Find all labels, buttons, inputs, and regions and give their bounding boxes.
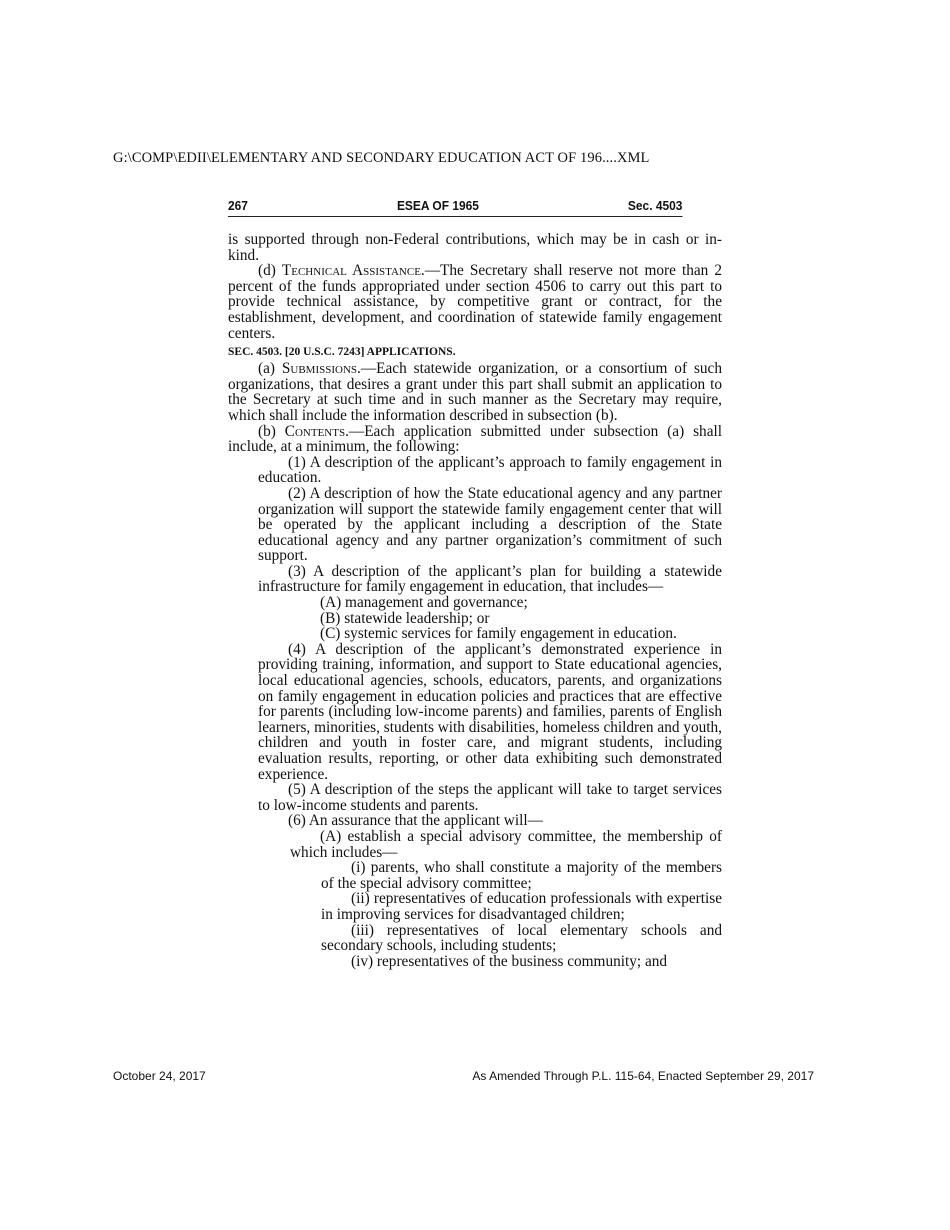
section-heading: SEC. 4503. [20 U.S.C. 7243] APPLICATIONS. [228, 346, 456, 359]
subsection-a-heading: Submissions [281, 360, 358, 378]
paragraph-b1: (1) A description of the applicant’s approach to family engagement in education. [258, 453, 722, 487]
subsection-b-heading: Contents [284, 422, 346, 440]
header-title: ESEA OF 1965 [396, 198, 479, 213]
paragraph-b6Aii: (ii) representatives of education professionals with expertise in improving services for disadvantaged children; [321, 890, 722, 923]
subsection-b-label: (b) [258, 422, 285, 440]
paragraph-b2: (2) A description of how the State educational agency and any partner organization will support the statewide family engagement center that will be operated by the applicant including a description of the State educational agency and any partner organization’s commitment of such support. [258, 484, 722, 565]
paragraph-b4: (4) A description of the applicant’s demonstrated experience in providing training, information, and support to State educational agencies, local educational agencies, schools, educators, parents, and organizations on family engagement in education policies and practices that are effective for parents (including low-income parents) and families, parents of English learners, minorities, students with disabilities, homeless children and youth, children and youth in foster care, and migrant students, including evaluation results, reporting, or other data exhibiting such demonstrated experience. [258, 640, 722, 783]
subsection-a-label: (a) [258, 360, 282, 378]
subsection-d-label: (d) [258, 262, 282, 280]
subsection-d [228, 263, 722, 341]
paragraph-b6A: (A) establish a special advisory committee, the membership of which includes— [290, 827, 722, 861]
header-section: Sec. 4503 [627, 198, 683, 213]
file-path: G:\COMP\EDII\ELEMENTARY AND SECONDARY EDUCATION ACT OF 196....XML [113, 150, 650, 166]
document-body [228, 232, 722, 969]
paragraph-b3C: (C) systemic services for family engagement in education. [320, 625, 677, 643]
subsection-a-text: .—Each statewide organization, or a consortium of such organizations, that desires a grant under this part shall submit an application to the Secretary at such time and in such manner as the Secretary may require, which shall include the information described in subsection (b). [228, 360, 722, 424]
footer-date: October 24, 2017 [113, 1069, 206, 1083]
paragraph-b6Ai: (i) parents, who shall constitute a majority of the members of the special advisory committee; [321, 859, 722, 892]
subsection-d-text: .—The Secretary shall reserve not more than 2 percent of the funds appropriated under section 4506 to carry out this part to provide technical assistance, by competitive grant or contract, for the establishment, development, and coordination of statewide family engagement centers. [228, 262, 722, 342]
footer-amended: As Amended Through P.L. 115-64, Enacted September 29, 2017 [472, 1069, 814, 1083]
paragraph-b3: (3) A description of the applicant’s plan for building a statewide infrastructure for family engagement in education, that includes— [258, 562, 722, 596]
paragraph-b6: (6) An assurance that the applicant will— [288, 812, 543, 830]
running-header [228, 198, 682, 217]
paragraph-continued: is supported through non-Federal contributions, which may be in cash or in-kind. [228, 231, 722, 264]
paragraph-b5: (5) A description of the steps the applicant will take to target services to low-income students and parents. [258, 781, 722, 814]
subsection-d-heading: Technical Assistance [281, 262, 421, 280]
paragraph-b6Aiii: (iii) representatives of local elementary schools and secondary schools, including students; [321, 921, 722, 955]
page-number: 267 [228, 198, 248, 213]
subsection-a [228, 361, 722, 423]
paragraph-b3B: (B) statewide leadership; or [320, 609, 490, 627]
subsection-b-text: .—Each application submitted under subsection (a) shall include, at a minimum, the following: [228, 422, 722, 456]
subsection-b [228, 424, 722, 455]
paragraph-b6Aiv: (iv) representatives of the business community; and [351, 952, 668, 970]
paragraph-b3A: (A) management and governance; [320, 594, 528, 612]
